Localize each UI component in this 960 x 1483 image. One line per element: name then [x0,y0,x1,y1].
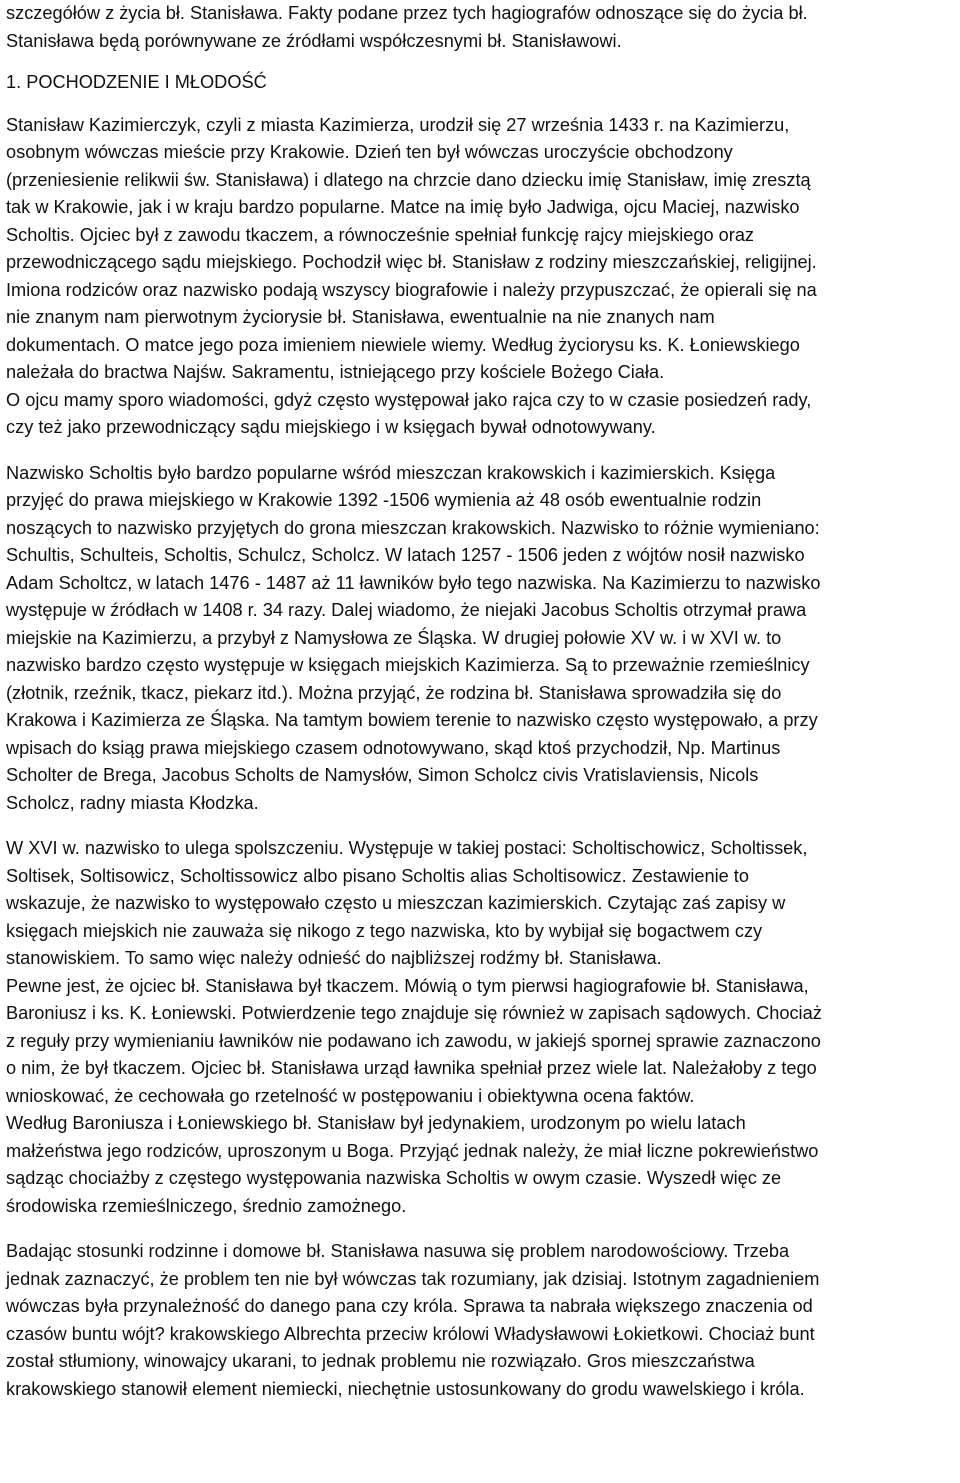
text-line: małżeństwa jego rodziców, uproszonym u Boga. Przyjąć jednak należy, że miał liczne pokrewieństwo [6,1140,819,1161]
paragraph-polonization [6,835,956,1220]
text-line: miejskie na Kazimierzu, a przybył z Namysłowa ze Śląska. W drugiej połowie XV w. i w XVI w. to [6,627,782,648]
text-line: Scholcz, radny miasta Kłodzka. [6,792,259,813]
text-line: wskazuje, że nazwisko to występowało często u mieszczan kazimierskich. Czytając zaś zapisy w [6,893,786,913]
text-line: Pewne jest, że ojciec bł. Stanisława był tkaczem. Mówią o tym pierwsi hagiografowie bł. Stanisława, [6,975,809,996]
paragraph-surname [6,460,956,818]
text-line: szczegółów z życia bł. Stanisława. Fakty podane przez tych hagiografów odnoszące się do życia bł. [6,3,808,23]
text-line: o nim, że był tkaczem. Ojciec bł. Stanisława urząd ławnika spełniał przez wiele lat. Należałoby z tego [6,1058,817,1078]
text-line: księgach miejskich nie zauważa się nikogo z tego nazwiska, kto by wybijał się bogactwem czy [6,920,763,941]
text-line: osobnym wówczas mieście przy Krakowie. Dzień ten był wówczas uroczyście obchodzony [6,142,733,162]
text-line: środowiska rzemieślniczego, średnio zamożnego. [6,1195,407,1216]
text-line: W XVI w. nazwisko to ulega spolszczeniu. Występuje w takiej postaci: Scholtischowicz, Scholtissek, [6,838,808,858]
text-line: wówczas była przynależność do danego pana czy króla. Sprawa ta nabrała większego znaczenia od [6,1296,813,1316]
document-page [6,0,956,1403]
text-line: czasów buntu wójt? krakowskiego Albrechta przeciw królowi Władysławowi Łokietkowi. Chociaż bunt [6,1323,815,1344]
text-line: Stanisław Kazimierczyk, czyli z miasta Kazimierza, urodził się 27 września 1433 r. na Kazimierzu, [6,114,790,135]
text-line: Scholtis. Ojciec był z zawodu tkaczem, a równocześnie spełniał funkcję rajcy miejskiego oraz [6,224,755,245]
text-line: wpisach do ksiąg prawa miejskiego czasem odnotowywano, skąd ktoś przychodził, Np. Martinus [6,737,781,758]
paragraph-nationality [6,1238,956,1403]
text-line: jednak zaznaczyć, że problem ten nie był wówczas tak rozumiany, jak dzisiaj. Istotnym zagadnieniem [6,1268,820,1289]
text-line: Schultis, Schulteis, Scholtis, Schulcz, Scholcz. W latach 1257 - 1506 jeden z wójtów nosił nazwisko [6,545,805,565]
text-line: noszących to nazwisko przyjętych do grona mieszczan krakowskich. Nazwisko to różnie wymieniano: [6,517,820,538]
text-line: Krakowa i Kazimierza ze Śląska. Na tamtym bowiem terenie to nazwisko często występowało, a przy [6,710,818,730]
text-line: sądząc chociażby z częstego występowania nazwiska Scholtis w owym czasie. Wyszedł więc ze [6,1168,782,1188]
text-line: Badając stosunki rodzinne i domowe bł. Stanisława nasuwa się problem narodowościowy. Trzeba [6,1241,790,1261]
text-line: Adam Scholtcz, w latach 1476 - 1487 aż 11 ławników było tego nazwiska. Na Kazimierzu to nazwisko [6,572,821,593]
text-line: Scholter de Brega, Jacobus Scholts de Namysłów, Simon Scholcz civis Vratislaviensis, Nicols [6,765,759,785]
text-line: czy też jako przewodniczący sądu miejskiego i w księgach bywał odnotowywany. [6,417,656,437]
text-line: (złotnik, rzeźnik, tkacz, piekarz itd.). Można przyjąć, że rodzina bł. Stanisława sprowadziła się do [6,682,782,703]
text-line: Imiona rodziców oraz nazwisko podają wszyscy biografowie i należy przypuszczać, że opierali się na [6,279,817,300]
text-line: Soltisek, Soltisowicz, Scholtissowicz albo pisano Scholtis alias Scholtisowicz. Zestawienie to [6,865,749,886]
text-line: Według Baroniusza i Łoniewskiego bł. Stanisław był jedynakiem, urodzonym po wielu latach [6,1113,746,1133]
text-line: krakowskiego stanowił element niemiecki, niechętnie ustosunkowany do grodu wawelskiego i króla. [6,1378,805,1399]
text-line: Baroniusz i ks. K. Łoniewski. Potwierdzenie tego znajduje się również w zapisach sądowych. Chociaż [6,1003,822,1023]
text-line: tak w Krakowie, jak i w kraju bardzo popularne. Matce na imię było Jadwiga, ojcu Maciej, nazwisko [6,197,800,217]
paragraph-origin [6,112,956,442]
text-line: wnioskować, że cechowała go rzetelność w postępowaniu i obiektywna ocena faktów. [6,1085,695,1106]
text-line: stanowiskiem. To samo więc należy odnieść do najbliższej rodźmy bł. Stanisława. [6,948,662,968]
text-line: dokumentach. O matce jego poza imieniem niewiele wiemy. Według życiorysu ks. K. Łoniewskiego [6,334,800,355]
text-line: z reguły przy wymienianiu ławników nie podawano ich zawodu, w jakiejś spornej sprawie zaznaczono [6,1030,821,1051]
text-line: należała do bractwa Najśw. Sakramentu, istniejącego przy kościele Bożego Ciała. [6,362,665,382]
text-line: przyjęć do prawa miejskiego w Krakowie 1392 -1506 wymienia aż 48 osób ewentualnie rodzin [6,490,762,510]
text-line: przewodniczącego sądu miejskiego. Pochodził więc bł. Stanisław z rodziny mieszczańskiej, religijnej. [6,252,817,272]
text-line: występuje w źródłach w 1408 r. 34 razy. Dalej wiadomo, że niejaki Jacobus Scholtis otrzymał prawa [6,600,807,620]
text-line: nie znanym nam pierwotnym życiorysie bł. Stanisława, ewentualnie na nie znanych nam [6,307,715,327]
text-line: został stłumiony, winowajcy ukarani, to jednak problemu nie rozwiązało. Gros mieszczaństwa [6,1351,755,1371]
text-line: (przeniesienie relikwii św. Stanisława) i dlatego na chrzcie dano dziecku imię Stanisław, imię zresztą [6,169,811,190]
text-line: Nazwisko Scholtis było bardzo popularne wśród mieszczan krakowskich i kazimierskich. Księga [6,462,776,483]
intro-text [6,0,956,55]
text-line: nazwisko bardzo często występuje w księgach miejskich Kazimierza. Są to przeważnie rzemieślnicy [6,655,810,675]
section-heading: 1. POCHODZENIE I MŁODOŚĆ [6,72,267,92]
text-line: O ojcu mamy sporo wiadomości, gdyż często występował jako rajca czy to w czasie posiedzeń rady, [6,389,812,410]
text-line: Stanisława będą porównywane ze źródłami współczesnymi bł. Stanisławowi. [6,30,622,51]
